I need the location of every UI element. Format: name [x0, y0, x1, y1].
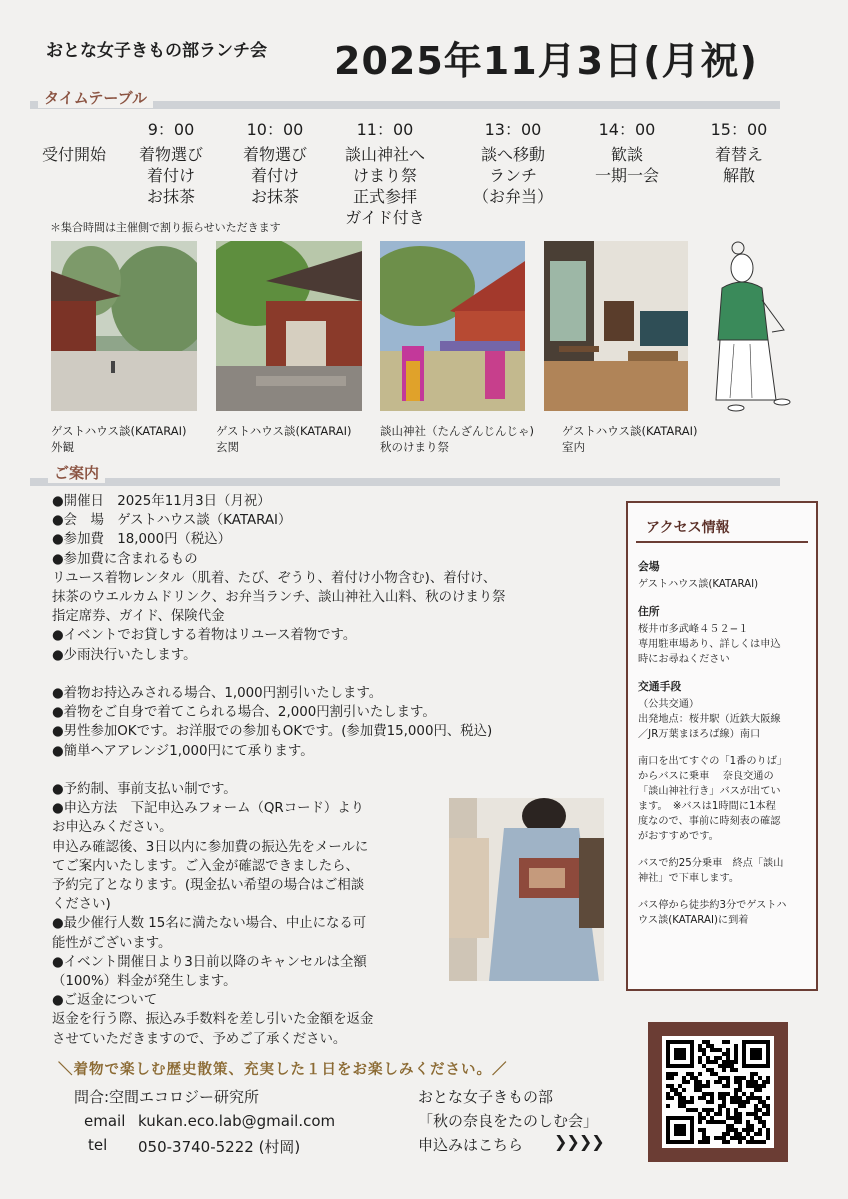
- timetable-activity: 正式参拝: [352, 187, 417, 206]
- directions-line: ます。 ※バスは1時間に1本程: [638, 801, 776, 812]
- transport-line: （公共交通）: [638, 699, 700, 710]
- timetable-time: 11：00: [356, 120, 414, 139]
- timetable-column: [572, 119, 682, 186]
- slogan: ＼着物で楽しむ歴史散策、充実した１日をお楽しみください。／: [58, 1062, 508, 1078]
- guide-divider: [30, 478, 780, 486]
- event-name: 「秋の奈良をたのしむ会」: [418, 1112, 599, 1130]
- guide-line: 返金を行う際、振込み手数料を差し引いた金額を返金: [52, 1012, 374, 1028]
- timetable-activity: 談山神社へ: [344, 145, 425, 164]
- timetable-activity: 着物選び: [138, 145, 203, 164]
- access-title: アクセス情報: [636, 503, 808, 543]
- tel-label: tel: [88, 1136, 108, 1154]
- guide-line: ●男性参加OKです。お洋服での参加もOKです。(参加費15,000円、税込): [52, 724, 493, 740]
- directions-line: がおすすめです。: [638, 831, 719, 842]
- timetable-time: 9：00: [147, 120, 195, 139]
- directions-line: 南口を出てすぐの「1番のりば」: [638, 756, 788, 767]
- inquiry-org: 問合:空間エコロジー研究所: [74, 1088, 260, 1106]
- timetable-activity: 解散: [722, 166, 755, 185]
- timetable-activity: 着物選び: [242, 145, 307, 164]
- tel-number: 050-3740-5222 (村岡): [138, 1138, 301, 1156]
- photo-exterior: [51, 241, 197, 411]
- event-subtitle: おとな女子きもの部ランチ会: [46, 41, 267, 61]
- timetable-column: [684, 119, 794, 186]
- photo-interior: [544, 241, 688, 411]
- address-line: 専用駐車場あり、詳しくは申込: [638, 639, 781, 650]
- guide-line: 抹茶のウエルカムドリンク、お弁当ランチ、談山神社入山料、秋のけまり祭: [52, 590, 506, 606]
- transport-heading: 交通手段: [638, 680, 682, 693]
- directions-line: ウス談(KATARAI)に到着: [638, 915, 749, 926]
- guide-line: ください): [52, 897, 111, 913]
- timetable-note: ＊集合時間は主催側で割り振らせいただきます: [50, 221, 281, 234]
- guide-line: ●会 場 ゲストハウス談（KATARAI）: [52, 513, 292, 529]
- timetable-activity: 着替え: [714, 145, 763, 164]
- guide-line: ●最少催行人数 15名に満たない場合、中止になる可: [52, 916, 367, 932]
- guide-line: ●予約制、事前支払い制です。: [52, 782, 237, 798]
- timetable-time: 10：00: [246, 120, 304, 139]
- access-info-box: [626, 501, 818, 991]
- timetable-activity: ランチ: [488, 166, 537, 185]
- guide-line: 指定席券、ガイド、保険代金: [52, 609, 225, 625]
- timetable-activity: （お弁当）: [472, 187, 553, 206]
- directions-line: からバスに乗車 奈良交通の: [638, 771, 774, 782]
- transport-line: 出発地点：桜井駅（近鉄大阪線: [638, 714, 781, 725]
- guide-line: ●着物をご自身で着てこられる場合、2,000円割引いたします。: [52, 705, 436, 721]
- club-name: おとな女子きもの部: [418, 1088, 554, 1106]
- guide-label: ご案内: [48, 462, 105, 483]
- guide-line: 申込み確認後、3日以内に参加費の振込先をメールに: [52, 839, 369, 855]
- directions-line: 神社」で下車します。: [638, 873, 740, 884]
- guide-line: ●イベントでお貸しする着物はリユース着物です。: [52, 628, 357, 644]
- guide-line: ●少雨決行いたします。: [52, 647, 197, 663]
- guide-line: リユース着物レンタル（肌着、たび、ぞうり、着付け小物含む)、着付け、: [52, 570, 497, 586]
- guide-line: [52, 761, 612, 780]
- qr-code-frame[interactable]: [648, 1022, 788, 1162]
- directions-line: 度なので、事前に時刻表の確認: [638, 816, 781, 827]
- timetable-activity: けまり祭: [352, 166, 417, 185]
- guide-line: ●簡単ヘアアレンジ1,000円にて承ります。: [52, 743, 314, 759]
- guide-line: ●申込方法 下記申込みフォーム（QRコード）より: [52, 801, 365, 817]
- timetable-activity: 着付け: [250, 166, 299, 185]
- directions-line: 「談山神社行き」バスが出てい: [638, 786, 781, 797]
- directions-line: バスで約25分乗車 終点「談山: [638, 858, 784, 869]
- timetable-column: [458, 119, 568, 207]
- caption-entrance: ゲストハウス談(KATARAI) 玄関: [216, 424, 352, 454]
- guide-line: させていただきますので、予めご了承ください。: [52, 1031, 347, 1047]
- directions-line: バス停から徒歩約3分でゲストハ: [638, 900, 787, 911]
- kimono-woman-illustration: [712, 240, 792, 420]
- timetable-activity: 歓談: [610, 145, 643, 164]
- guide-line: ●着物お持込みされる場合、1,000円割引いたします。: [52, 686, 383, 702]
- event-date-title: 2025年11月3日(月祝): [334, 39, 758, 83]
- email-label: email: [84, 1112, 126, 1130]
- guide-line: ●開催日 2025年11月3日（月祝）: [52, 494, 271, 509]
- guide-line: ●ご返金について: [52, 993, 158, 1009]
- timetable-column: [116, 119, 226, 207]
- venue-value: ゲストハウス談(KATARAI): [638, 579, 759, 590]
- guide-line: てご案内いたします。ご入金が確認できましたら、: [52, 858, 359, 874]
- timetable-activity: 談へ移動: [480, 145, 545, 164]
- address-line: 時にお尋ねください: [638, 654, 730, 665]
- qr-code-icon[interactable]: [662, 1036, 774, 1148]
- guide-line: （100%）料金が発生します。: [52, 974, 237, 990]
- timetable-time: 13：00: [484, 120, 542, 139]
- arrow-right-icon: ❯❯❯❯: [554, 1132, 604, 1151]
- guide-line: 予約完了となります。(現金払い希望の場合はご相談: [52, 878, 365, 894]
- timetable-time: 15：00: [710, 120, 768, 139]
- address-heading: 住所: [638, 605, 660, 618]
- caption-kemari: 談山神社（たんざんじんじゃ) 秋のけまり祭: [380, 424, 534, 454]
- reception-label: 受付開始: [41, 145, 106, 164]
- photo-kimono-dressing: [449, 798, 604, 981]
- apply-here: 申込みはこちら: [418, 1136, 524, 1154]
- email-link[interactable]: kukan.eco.lab@gmail.com: [138, 1112, 336, 1130]
- guide-line: ●イベント開催日より3日前以降のキャンセルは全額: [52, 954, 367, 970]
- photo-kemari-festival: [380, 241, 525, 411]
- guide-line: ●参加費 18,000円（税込）: [52, 532, 232, 548]
- timetable-activity: お抹茶: [146, 187, 195, 206]
- timetable-activity: ガイド付き: [345, 208, 425, 227]
- venue-heading: 会場: [638, 560, 660, 573]
- timetable-column: [330, 119, 440, 228]
- caption-exterior: ゲストハウス談(KATARAI) 外観: [51, 424, 187, 454]
- address-line: 桜井市多武峰４５２−１: [638, 624, 749, 635]
- timetable-label: タイムテーブル: [38, 87, 153, 108]
- caption-interior: ゲストハウス談(KATARAI) 室内: [562, 424, 698, 454]
- timetable-activity: 一期一会: [594, 166, 659, 185]
- timetable-activity: お抹茶: [250, 187, 299, 206]
- guide-line: [52, 665, 612, 684]
- timetable-activity: 着付け: [146, 166, 195, 185]
- timetable-time: 14：00: [598, 120, 656, 139]
- guide-line: お申込みください。: [52, 820, 173, 836]
- guide-line: ●参加費に含まれるもの: [52, 551, 198, 567]
- transport-line: ／JR万葉まほろば線）南口: [638, 729, 761, 740]
- photo-entrance: [216, 241, 362, 411]
- timetable-column: [220, 119, 330, 207]
- guide-line: 能性がございます。: [52, 935, 172, 951]
